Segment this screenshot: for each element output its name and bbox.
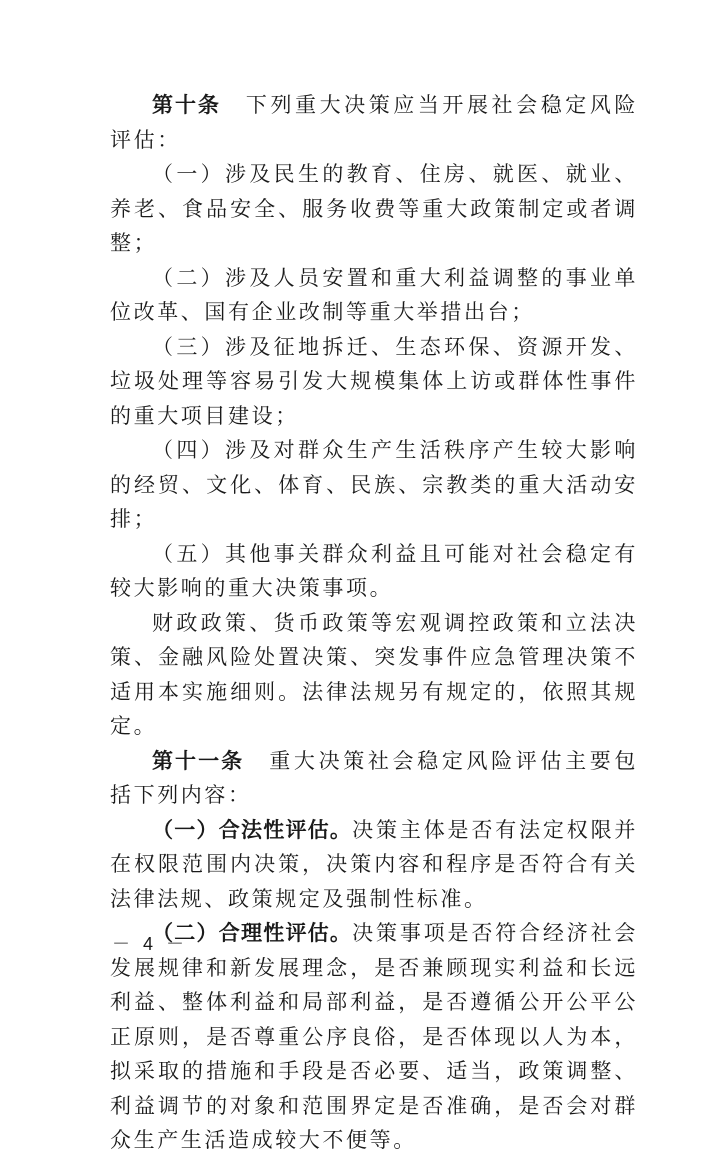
- article-10-exclusion: 财政政策、货币政策等宏观调控政策和立法决策、金融风险处置决策、突发事件应急管理决策不适用本实施细则。法律法规另有规定的，依照其规定。: [110, 610, 638, 738]
- article-11-item-1-label: （一）合法性评估。: [152, 817, 353, 842]
- article-10-title: 第十条: [152, 93, 221, 117]
- article-11-item-2-text: 决策事项是否符合经济社会发展规律和新发展理念，是否兼顾现实利益和长远利益、整体利益和局部利益，是否遵循公开公平公正原则，是否尊重公序良俗，是否体现以人为本，拟采取的措施和手段是否必要、适当，政策调整、利益调节的对象和范围界定是否准确，是否会对群众生产生活造成较大不便等。: [110, 921, 639, 1152]
- article-11-item-1-text: 决策主体是否有法定权限并在权限范围内决策，决策内容和程序是否符合有关法律法规、政策规定及强制性标准。: [110, 817, 639, 911]
- article-10-item-5: （五）其他事关群众利益且可能对社会稳定有较大影响的重大决策事项。: [110, 541, 638, 600]
- article-11-heading: [110, 744, 638, 813]
- article-10-item-1: （一）涉及民生的教育、住房、就医、就业、养老、食品安全、服务收费等重大政策制定或者调整；: [110, 162, 638, 255]
- article-11-item-1: [110, 813, 638, 917]
- article-11-item-2-label: （二）合理性评估。: [152, 921, 353, 945]
- article-11-intro: 重大决策社会稳定风险评估主要包括下列内容：: [110, 748, 639, 807]
- article-10-item-2: （二）涉及人员安置和重大利益调整的事业单位改革、国有企业改制等重大举措出台；: [110, 265, 638, 324]
- page-number: － 4 －: [112, 934, 189, 954]
- article-11-item-2: [110, 916, 638, 1158]
- article-10-intro: 下列重大决策应当开展社会稳定风险评估：: [110, 93, 638, 152]
- article-10-item-3: （三）涉及征地拆迁、生态环保、资源开发、垃圾处理等容易引发大规模集体上访或群体性事件的重大项目建设；: [110, 334, 638, 428]
- article-11-title: 第十一条: [152, 748, 245, 773]
- article-10-item-4: （四）涉及对群众生产生活秩序产生较大影响的经贸、文化、体育、民族、宗教类的重大活动安排；: [110, 438, 638, 531]
- article-10-heading: [110, 88, 638, 157]
- document-body: [110, 88, 638, 1158]
